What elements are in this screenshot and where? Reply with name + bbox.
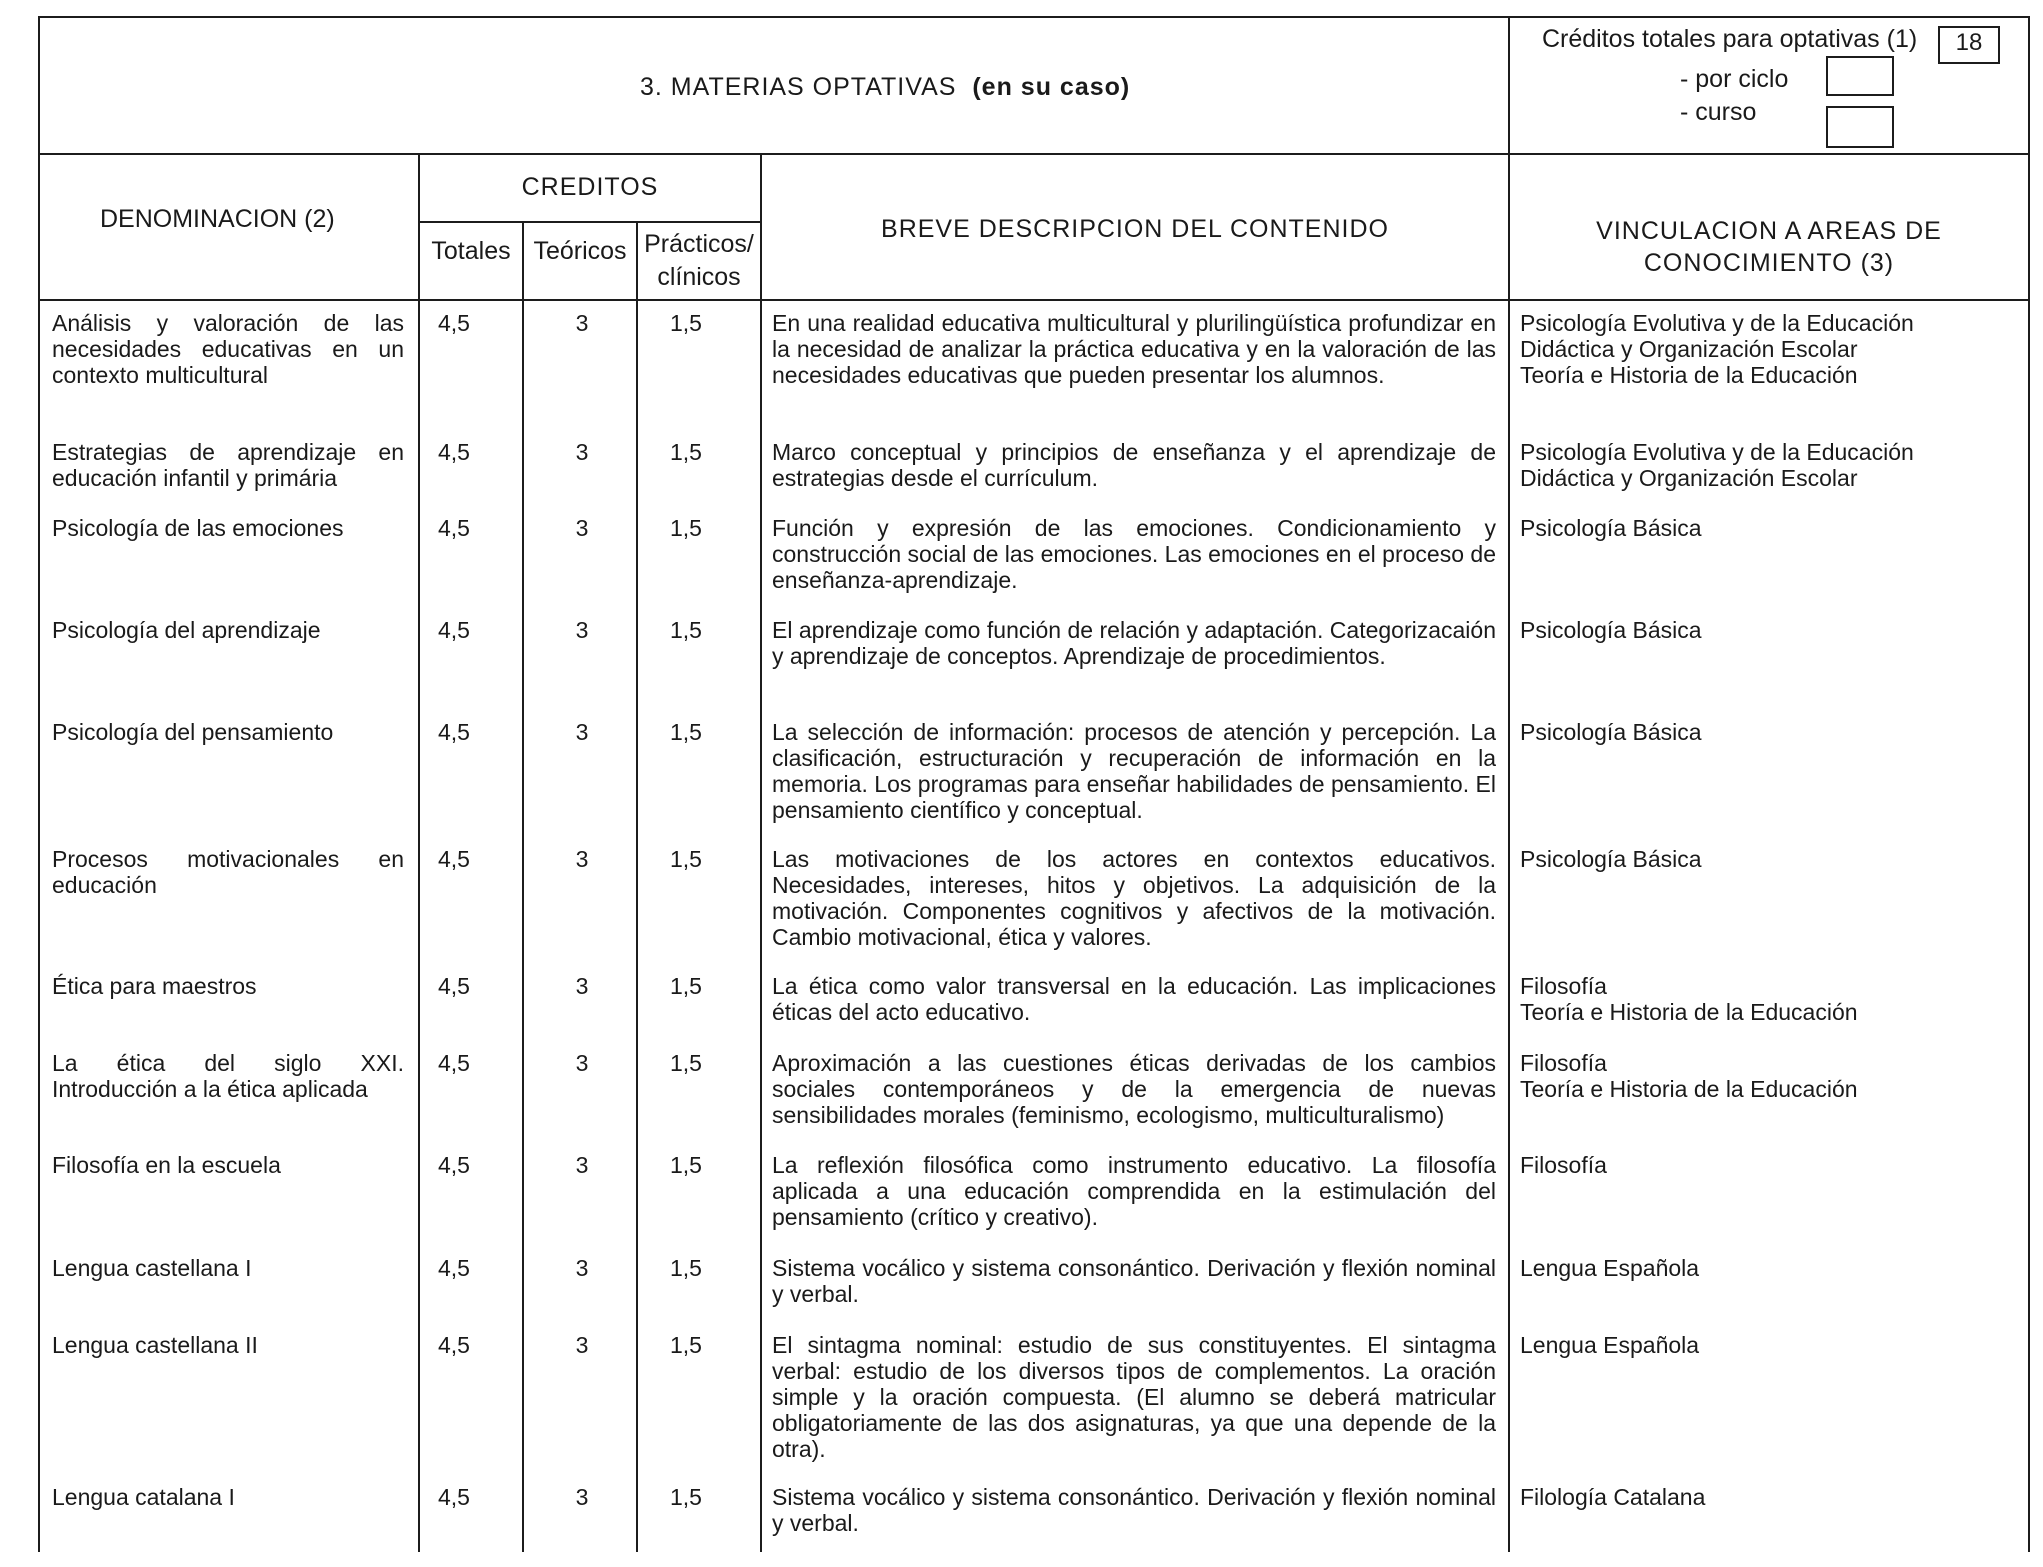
section-title: [640, 72, 1130, 102]
col-divider-practicos: [760, 153, 762, 1552]
row-denominacion: Estrategias de aprendizaje en educación infantil y primária: [52, 439, 404, 491]
row-area-item: Didáctica y Organización Escolar: [1520, 465, 1858, 491]
row-areas: [1520, 515, 2020, 541]
row-denominacion: La ética del siglo XXI. Introducción a la ética aplicada: [52, 1050, 404, 1102]
row-descripcion: La ética como valor transversal en la educación. Las implicaciones éticas del acto educativo.: [772, 973, 1496, 1025]
column-header-bottom-border: [38, 299, 2030, 301]
col-header-creditos: CREDITOS: [521, 173, 659, 201]
row-practicos: 1,5: [670, 1255, 702, 1281]
row-descripcion: Función y expresión de las emociones. Condicionamiento y construcción social de las emociones. Las emociones en el proceso de enseñanza-aprendizaje.: [772, 515, 1496, 593]
credits-total-box: [1938, 26, 2000, 64]
row-denominacion: Lengua castellana II: [52, 1332, 258, 1358]
row-teoricos: 3: [575, 973, 589, 999]
row-area-item: Psicología Básica: [1520, 617, 1702, 643]
col-divider-totales: [522, 221, 524, 1552]
row-totales: 4,5: [438, 515, 470, 541]
row-areas: [1520, 1332, 2020, 1358]
col-header-vinculacion-1: VINCULACION A AREAS DE: [1596, 217, 1942, 245]
row-areas: [1520, 439, 2020, 491]
row-practicos: 1,5: [670, 846, 702, 872]
row-descripcion: Aproximación a las cuestiones éticas derivadas de los cambios sociales contemporáneos y de la emergencia de nuevas sensibilidades morales (feminismo, ecologismo, multiculturalismo): [772, 1050, 1496, 1128]
row-descripcion: La reflexión filosófica como instrumento educativo. La filosofía aplicada a una educación comprendida en la estimulación del pensamiento (crítico y creativo).: [772, 1152, 1496, 1230]
col-header-totales: Totales: [431, 237, 511, 265]
col-header-practicos-2: clínicos: [657, 263, 741, 291]
row-practicos: 1,5: [670, 1050, 702, 1076]
top-border: [38, 16, 2030, 18]
row-descripcion: La selección de información: procesos de atención y percepción. La clasificación, estructuración y recuperación de información en la memoria. Los programas para enseñar habilidades de pensamiento. El pensamiento científico y conceptual.: [772, 719, 1496, 823]
row-area-item: Psicología Básica: [1520, 515, 1702, 541]
row-totales: 4,5: [438, 719, 470, 745]
row-totales: 4,5: [438, 617, 470, 643]
row-practicos: 1,5: [670, 617, 702, 643]
row-area-item: Teoría e Historia de la Educación: [1520, 999, 1858, 1025]
row-areas: [1520, 310, 2020, 388]
row-descripcion: El sintagma nominal: estudio de sus constituyentes. El sintagma verbal: estudio de los diversos tipos de complementos. La oración simple y la oración compuesta. (El alumno se deberá matricular obligatoriamente de las dos asignaturas, ya que una depende de la otra).: [772, 1332, 1496, 1462]
row-teoricos: 3: [575, 846, 589, 872]
por-ciclo-label: - por ciclo: [1680, 65, 1789, 93]
col-header-denominacion: DENOMINACION (2): [100, 205, 335, 233]
row-teoricos: 3: [575, 1050, 589, 1076]
row-denominacion: Lengua castellana I: [52, 1255, 252, 1281]
row-areas: [1520, 846, 2020, 872]
row-practicos: 1,5: [670, 1332, 702, 1358]
row-area-item: Teoría e Historia de la Educación: [1520, 1076, 1858, 1102]
row-denominacion: Lengua catalana I: [52, 1484, 235, 1510]
row-practicos: 1,5: [670, 1484, 702, 1510]
row-teoricos: 3: [575, 310, 589, 336]
row-areas: [1520, 973, 2020, 1025]
row-teoricos: 3: [575, 1152, 589, 1178]
row-practicos: 1,5: [670, 515, 702, 541]
credits-total-label: Créditos totales para optativas (1): [1542, 25, 1918, 53]
row-descripcion: Las motivaciones de los actores en contextos educativos. Necesidades, intereses, hitos y objetivos. La adquisición de la motivación. Componentes cognitivos y afectivos de la motivación. Cambio motivacional, ética y valores.: [772, 846, 1496, 950]
row-practicos: 1,5: [670, 719, 702, 745]
row-practicos: 1,5: [670, 439, 702, 465]
row-totales: 4,5: [438, 1255, 470, 1281]
row-teoricos: 3: [575, 1332, 589, 1358]
section-title-main: 3. MATERIAS OPTATIVAS: [640, 73, 957, 101]
row-teoricos: 3: [575, 1255, 589, 1281]
col-header-vinculacion-2: CONOCIMIENTO (3): [1643, 249, 1895, 277]
col-divider-descripcion: [1508, 153, 1510, 1552]
row-area-item: Didáctica y Organización Escolar: [1520, 336, 1858, 362]
row-totales: 4,5: [438, 1152, 470, 1178]
row-totales: 4,5: [438, 846, 470, 872]
left-border: [38, 16, 40, 1552]
credits-total-value: 18: [1955, 29, 1983, 56]
col-header-descripcion: BREVE DESCRIPCION DEL CONTENIDO: [881, 215, 1389, 243]
section-title-suffix: (en su caso): [972, 73, 1131, 101]
row-teoricos: 3: [575, 1484, 589, 1510]
row-areas: [1520, 719, 2020, 745]
row-descripcion: Sistema vocálico y sistema consonántico. Derivación y flexión nominal y verbal.: [772, 1255, 1496, 1307]
row-area-item: Filosofía: [1520, 1152, 1607, 1178]
row-descripcion: En una realidad educativa multicultural y plurilingüística profundizar en la necesidad de analizar la práctica educativa y en la valoración de las necesidades educativas que pueden presentar los alumnos.: [772, 310, 1496, 388]
row-denominacion: Filosofía en la escuela: [52, 1152, 281, 1178]
row-totales: 4,5: [438, 1050, 470, 1076]
row-totales: 4,5: [438, 1332, 470, 1358]
row-area-item: Filología Catalana: [1520, 1484, 1706, 1510]
row-area-item: Lengua Española: [1520, 1255, 1700, 1281]
row-area-item: Psicología Básica: [1520, 719, 1702, 745]
row-areas: [1520, 1484, 2020, 1510]
row-area-item: Teoría e Historia de la Educación: [1520, 362, 1858, 388]
row-area-item: Psicología Evolutiva y de la Educación: [1520, 439, 1914, 465]
row-areas: [1520, 617, 2020, 643]
row-practicos: 1,5: [670, 973, 702, 999]
row-descripcion: El aprendizaje como función de relación y adaptación. Categorizacaión y aprendizaje de conceptos. Aprendizaje de procedimientos.: [772, 617, 1496, 669]
row-descripcion: Sistema vocálico y sistema consonántico. Derivación y flexión nominal y verbal.: [772, 1484, 1496, 1536]
row-totales: 4,5: [438, 973, 470, 999]
creditos-subheader-line: [418, 221, 760, 223]
row-denominacion: Análisis y valoración de las necesidades educativas en un contexto multicultural: [52, 310, 404, 388]
row-teoricos: 3: [575, 439, 589, 465]
curso-label: - curso: [1680, 98, 1757, 126]
row-area-item: Psicología Básica: [1520, 846, 1702, 872]
row-denominacion: Ética para maestros: [52, 973, 257, 999]
row-areas: [1520, 1050, 2020, 1102]
row-denominacion: Psicología del aprendizaje: [52, 617, 321, 643]
row-denominacion: Psicología del pensamiento: [52, 719, 334, 745]
header-bottom-border: [38, 153, 2030, 155]
col-divider-teoricos: [636, 221, 638, 1552]
row-practicos: 1,5: [670, 310, 702, 336]
row-totales: 4,5: [438, 310, 470, 336]
row-totales: 4,5: [438, 1484, 470, 1510]
row-denominacion: Procesos motivacionales en educación: [52, 846, 404, 898]
row-totales: 4,5: [438, 439, 470, 465]
row-area-item: Filosofía: [1520, 1050, 1607, 1076]
por-ciclo-box: [1826, 56, 1894, 96]
row-area-item: Lengua Española: [1520, 1332, 1700, 1358]
col-header-practicos-1: Prácticos/: [644, 230, 754, 258]
row-teoricos: 3: [575, 515, 589, 541]
row-denominacion: Psicología de las emociones: [52, 515, 344, 541]
row-area-item: Psicología Evolutiva y de la Educación: [1520, 310, 1914, 336]
row-area-item: Filosofía: [1520, 973, 1607, 999]
row-descripcion: Marco conceptual y principios de enseñanza y el aprendizaje de estrategias desde el currículum.: [772, 439, 1496, 491]
row-teoricos: 3: [575, 617, 589, 643]
right-border: [2028, 16, 2030, 1552]
header-divider: [1508, 16, 1510, 154]
row-teoricos: 3: [575, 719, 589, 745]
row-areas: [1520, 1255, 2020, 1281]
row-practicos: 1,5: [670, 1152, 702, 1178]
curso-box: [1826, 106, 1894, 148]
row-areas: [1520, 1152, 2020, 1178]
col-header-teoricos: Teóricos: [533, 237, 627, 265]
col-divider-denominacion: [418, 153, 420, 1552]
